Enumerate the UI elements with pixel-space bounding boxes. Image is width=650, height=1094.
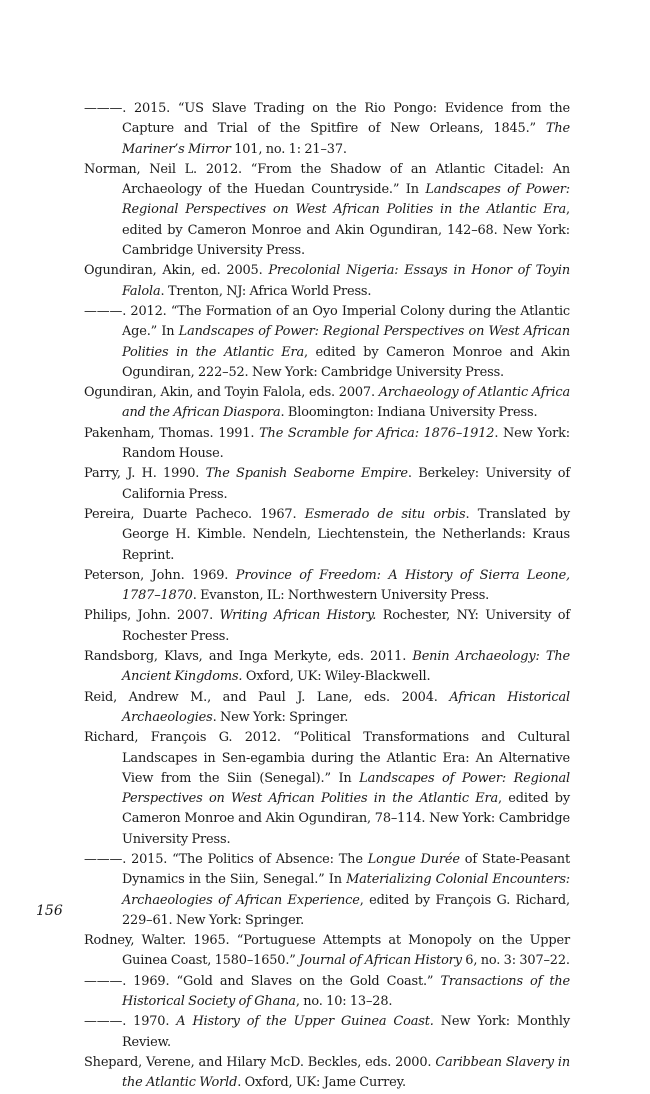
entry-text: New York: Monthly Review. bbox=[122, 1014, 570, 1050]
entry-text: , edited by François G. Richard, 229–61. New York: Springer. bbox=[122, 892, 570, 928]
entry-title-italic: A History of the Upper Guinea Coast. bbox=[176, 1014, 434, 1030]
entry-text: Rochester, NY: University of Rochester Press. bbox=[122, 608, 570, 644]
page-number: 156 bbox=[36, 903, 63, 919]
entry-title-italic: Landscapes of Power: Regional Perspectives on West African Polities in the Atlantic Era bbox=[122, 770, 571, 807]
entry-text: Randsborg, Klavs, and Inga Merkyte, eds. 2011. bbox=[84, 649, 413, 665]
entry-title-italic: Materializing Colonial Encounters: Archaeologies of African Experience bbox=[122, 872, 570, 908]
entry-title-italic: The Mariner’s Mirror bbox=[122, 121, 570, 157]
bibliography-entry bbox=[84, 972, 570, 1013]
entry-text: Ogundiran, Akin, and Toyin Falola, eds. 2007. bbox=[84, 385, 379, 401]
bibliography-entry bbox=[84, 647, 570, 688]
entry-text: 6, no. 3: 307–22. bbox=[461, 953, 570, 969]
entry-text: Rodney, Walter. 1965. “Portuguese Attempts at Monopoly on the Upper Guinea Coast, 1580–1650.” bbox=[84, 933, 570, 969]
entry-title-italic: Precolonial Nigeria: Essays in Honor of Toyin Falola bbox=[122, 263, 570, 299]
entry-text: . New York: Random House. bbox=[122, 425, 570, 462]
entry-text: Oxford, UK: Wiley-Blackwell. bbox=[242, 669, 431, 685]
entry-text: , no. 10: 13–28. bbox=[295, 994, 393, 1010]
entry-title-italic: Province of Freedom: A History of Sierra Leone, 1787–1870 bbox=[122, 567, 570, 604]
entry-text: ———. 1970. bbox=[84, 1014, 177, 1030]
entry-title-italic: Archaeology of Atlantic Africa and the African Diaspora bbox=[122, 385, 570, 421]
entry-text: 101, no. 1: 21–37. bbox=[230, 141, 347, 157]
entry-text: . Bloomington: Indiana University Press. bbox=[280, 405, 538, 421]
entry-title-italic: Landscapes of Power: Regional Perspectives on West African Polities in the Atlantic Era bbox=[122, 182, 571, 218]
entry-title-italic: African Historical Archaeologies bbox=[122, 689, 570, 725]
bibliography-entry bbox=[84, 1053, 570, 1094]
bibliography-entry bbox=[84, 160, 570, 261]
entry-text: , edited by Cameron Monroe and Akin Ogundiran, 78–114. New York: Cambridge University Press. bbox=[122, 791, 570, 847]
entry-text: , edited by Cameron Monroe and Akin Ogundiran, 222–52. New York: Cambridge University Press. bbox=[122, 344, 570, 380]
entry-text: . Evanston, IL: Northwestern University Press. bbox=[192, 588, 490, 604]
entry-text: ———. 2015. “The Politics of Absence: The bbox=[84, 851, 368, 867]
bibliography-entry bbox=[84, 688, 570, 729]
entry-text: ———. 2012. “The Formation of an Oyo Imperial Colony during the Atlantic Age.” In bbox=[84, 303, 570, 340]
entry-text: Richard, François G. 2012. “Political Transformations and Cultural Landscapes in Sen-egambia during the Atlantic Era: An Alternative View from the Siin (Senegal).” In bbox=[84, 730, 570, 786]
bibliography-entry bbox=[84, 99, 570, 160]
bibliography-entry bbox=[84, 424, 570, 465]
entry-title-italic: Esmerado de situ orbis bbox=[304, 506, 466, 522]
entry-title-italic: Landscapes of Power: Regional Perspectives on West African Polities in the Atlantic Era bbox=[122, 324, 570, 360]
entry-text: Ogundiran, Akin, ed. 2005. bbox=[84, 263, 269, 279]
entry-text: . Berkeley: University of California Press. bbox=[122, 466, 570, 502]
bibliography-entry bbox=[84, 505, 570, 566]
entry-text: of State-Peasant Dynamics in the Siin, Senegal.” In bbox=[122, 851, 570, 888]
entry-title-italic: Writing African History. bbox=[219, 608, 377, 624]
entry-text: Norman, Neil L. 2012. “From the Shadow of an Atlantic Citadel: An Archaeology of the Huedan Countryside.” In bbox=[84, 161, 570, 198]
bibliography-entry bbox=[84, 261, 570, 302]
bibliography-entry bbox=[84, 302, 570, 383]
bibliography-entry bbox=[84, 383, 570, 424]
entry-text: Pakenham, Thomas. 1991. bbox=[84, 425, 260, 441]
entry-text: Reid, Andrew M., and Paul J. Lane, eds. 2004. bbox=[84, 689, 450, 705]
bibliography-entry bbox=[84, 566, 570, 607]
entry-text: . Trenton, NJ: Africa World Press. bbox=[160, 283, 372, 299]
entry-text: Shepard, Verene, and Hilary McD. Beckles, eds. 2000. bbox=[84, 1054, 436, 1070]
entry-text: ———. 2015. “US Slave Trading on the Rio Pongo: Evidence from the Capture and Trial of the Spitfire of New Orleans, 1845.” bbox=[84, 101, 570, 137]
entry-text: ———. 1969. “Gold and Slaves on the Gold Coast.” bbox=[84, 973, 441, 989]
bibliography bbox=[84, 99, 570, 1094]
bibliography-entry bbox=[84, 1012, 570, 1053]
bibliography-entry bbox=[84, 464, 570, 505]
entry-text: . Oxford, UK: Jame Currey. bbox=[237, 1075, 406, 1091]
entry-title-italic: Caribbean Slavery in the Atlantic World bbox=[122, 1054, 570, 1091]
bibliography-entry bbox=[84, 606, 570, 647]
entry-text: . New York: Springer. bbox=[212, 709, 349, 725]
entry-text: . Translated by George H. Kimble. Nendeln, Liechtenstein, the Netherlands: Kraus Reprint. bbox=[122, 506, 571, 563]
bibliography-entry bbox=[84, 728, 570, 850]
bibliography-entry bbox=[84, 850, 570, 931]
entry-title-italic: Journal of African History bbox=[299, 953, 462, 969]
entry-title-italic: Transactions of the Historical Society of Ghana bbox=[122, 973, 570, 1010]
entry-title-italic: Benin Archaeology: The Ancient Kingdoms. bbox=[122, 649, 570, 685]
entry-text: Peterson, John. 1969. bbox=[84, 567, 236, 583]
entry-text: Pereira, Duarte Pacheco. 1967. bbox=[84, 506, 305, 522]
entry-text: Parry, J. H. 1990. bbox=[84, 466, 206, 482]
bibliography-entry bbox=[84, 931, 570, 972]
entry-title-italic: The Scramble for Africa: 1876–1912 bbox=[259, 425, 495, 441]
entry-text: , edited by Cameron Monroe and Akin Ogundiran, 142–68. New York: Cambridge University Press. bbox=[122, 202, 570, 259]
entry-text: Philips, John. 2007. bbox=[84, 608, 220, 624]
entry-title-italic: Longue Durée bbox=[367, 851, 460, 867]
entry-title-italic: The Spanish Seaborne Empire bbox=[205, 466, 408, 482]
